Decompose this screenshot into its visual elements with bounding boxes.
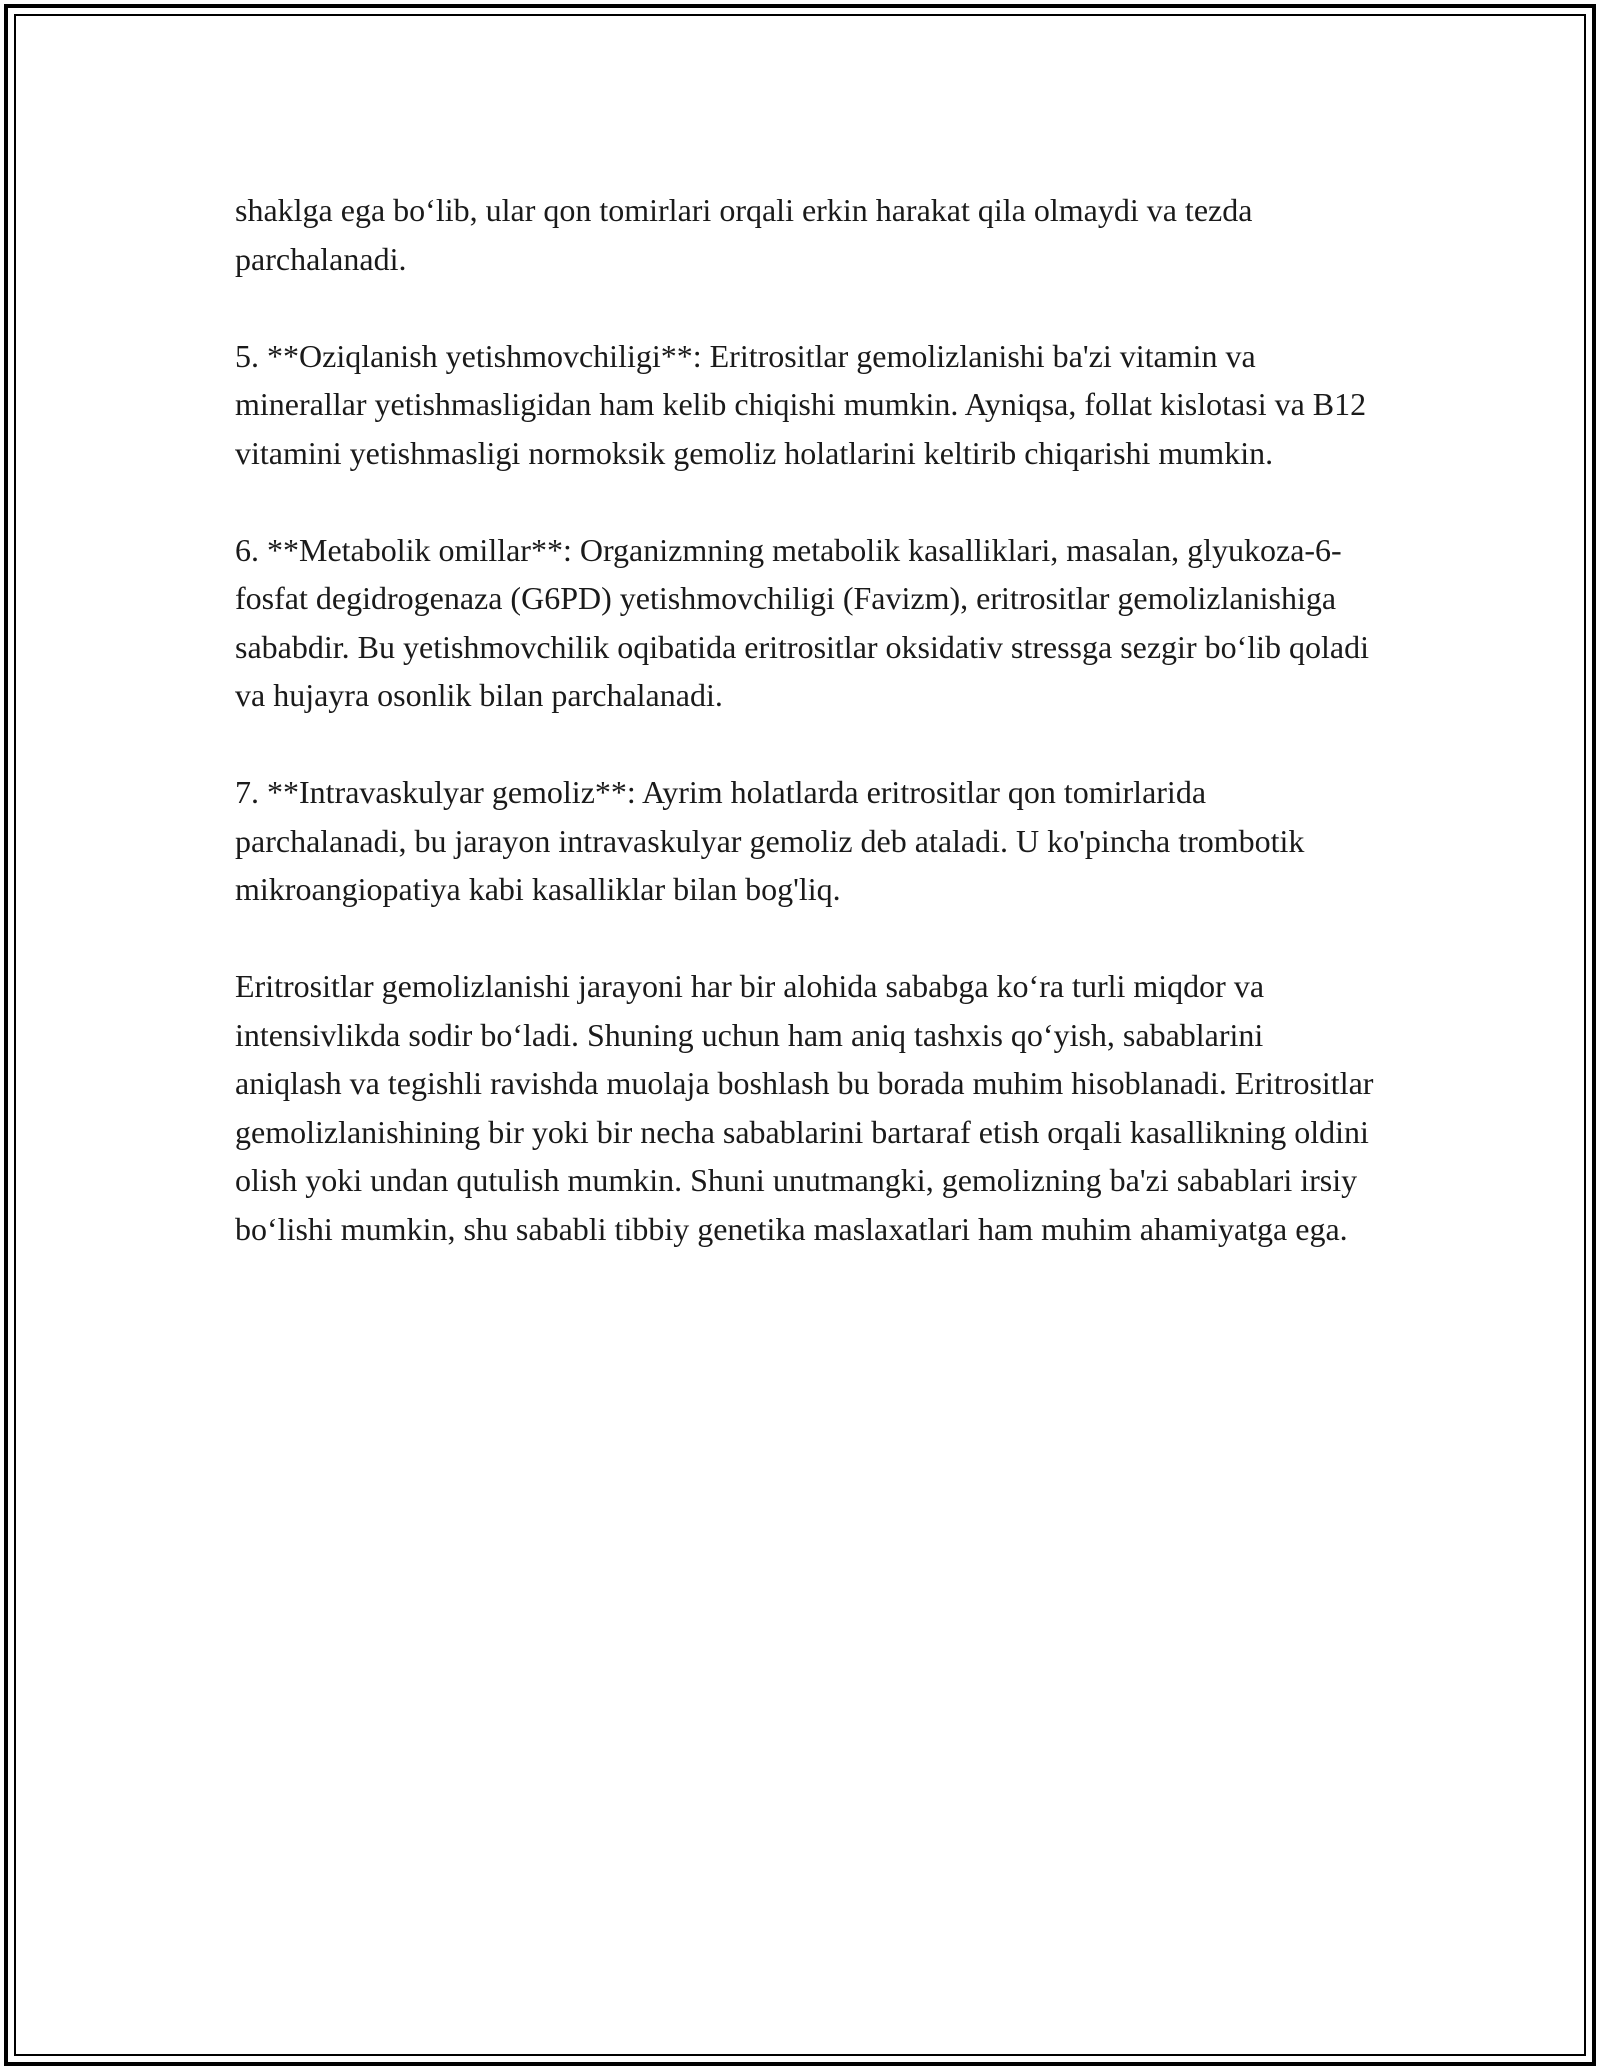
paragraph-continuation: shaklga ega bo‘lib, ular qon tomirlari orqali erkin harakat qila olmaydi va tezda parchalanadi. <box>235 192 1253 277</box>
paragraph-conclusion: Eritrositlar gemolizlanishi jarayoni har bir alohida sababga ko‘ra turli miqdor va intensivlikda sodir bo‘ladi. Shuning uchun ham aniq tashxis qo‘yish, sabablarini aniqlash va tegishli ravishda muolaja boshlash bu borada muhim hisoblanadi. Eritrositlar gemolizlanishining bir yoki bir necha sabablarini bartaraf etish orqali kasallikning oldini olish yoki undan qutulish mumkin. Shuni unutmangki, gemolizning ba'zi sabablari irsiy bo‘lishi mumkin, shu sababli tibbiy genetika maslaxatlari ham muhim ahamiyatga ega. <box>235 968 1374 1247</box>
paragraph-nutrition-deficiency: 5. **Oziqlanish yetishmovchiligi**: Eritrositlar gemolizlanishi ba'zi vitamin va minerallar yetishmasligidan ham kelib chiqishi mumkin. Ayniqsa, follat kislotasi va B12 vitamini yetishmasligi normoksik gemoliz holatlarini keltirib chiqarishi mumkin. <box>235 337 1367 471</box>
document-body <box>235 186 1375 1302</box>
paragraph-metabolic-factors: 6. **Metabolik omillar**: Organizmning metabolik kasalliklari, masalan, glyukoza-6-fosfat degidrogenaza (G6PD) yetishmovchiligi (Favizm), eritrositlar gemolizlanishiga sababdir. Bu yetishmovchilik oqibatida eritrositlar oksidativ stressga sezgir bo‘lib qoladi va hujayra osonlik bilan parchalanadi. <box>235 531 1370 713</box>
paragraph-intravascular-hemolysis: 7. **Intravaskulyar gemoliz**: Ayrim holatlarda eritrositlar qon tomirlarida parchalanadi, bu jarayon intravaskulyar gemoliz deb ataladi. U ko'pincha trombotik mikroangiopatiya kabi kasalliklar bilan bog'liq. <box>235 774 1305 907</box>
